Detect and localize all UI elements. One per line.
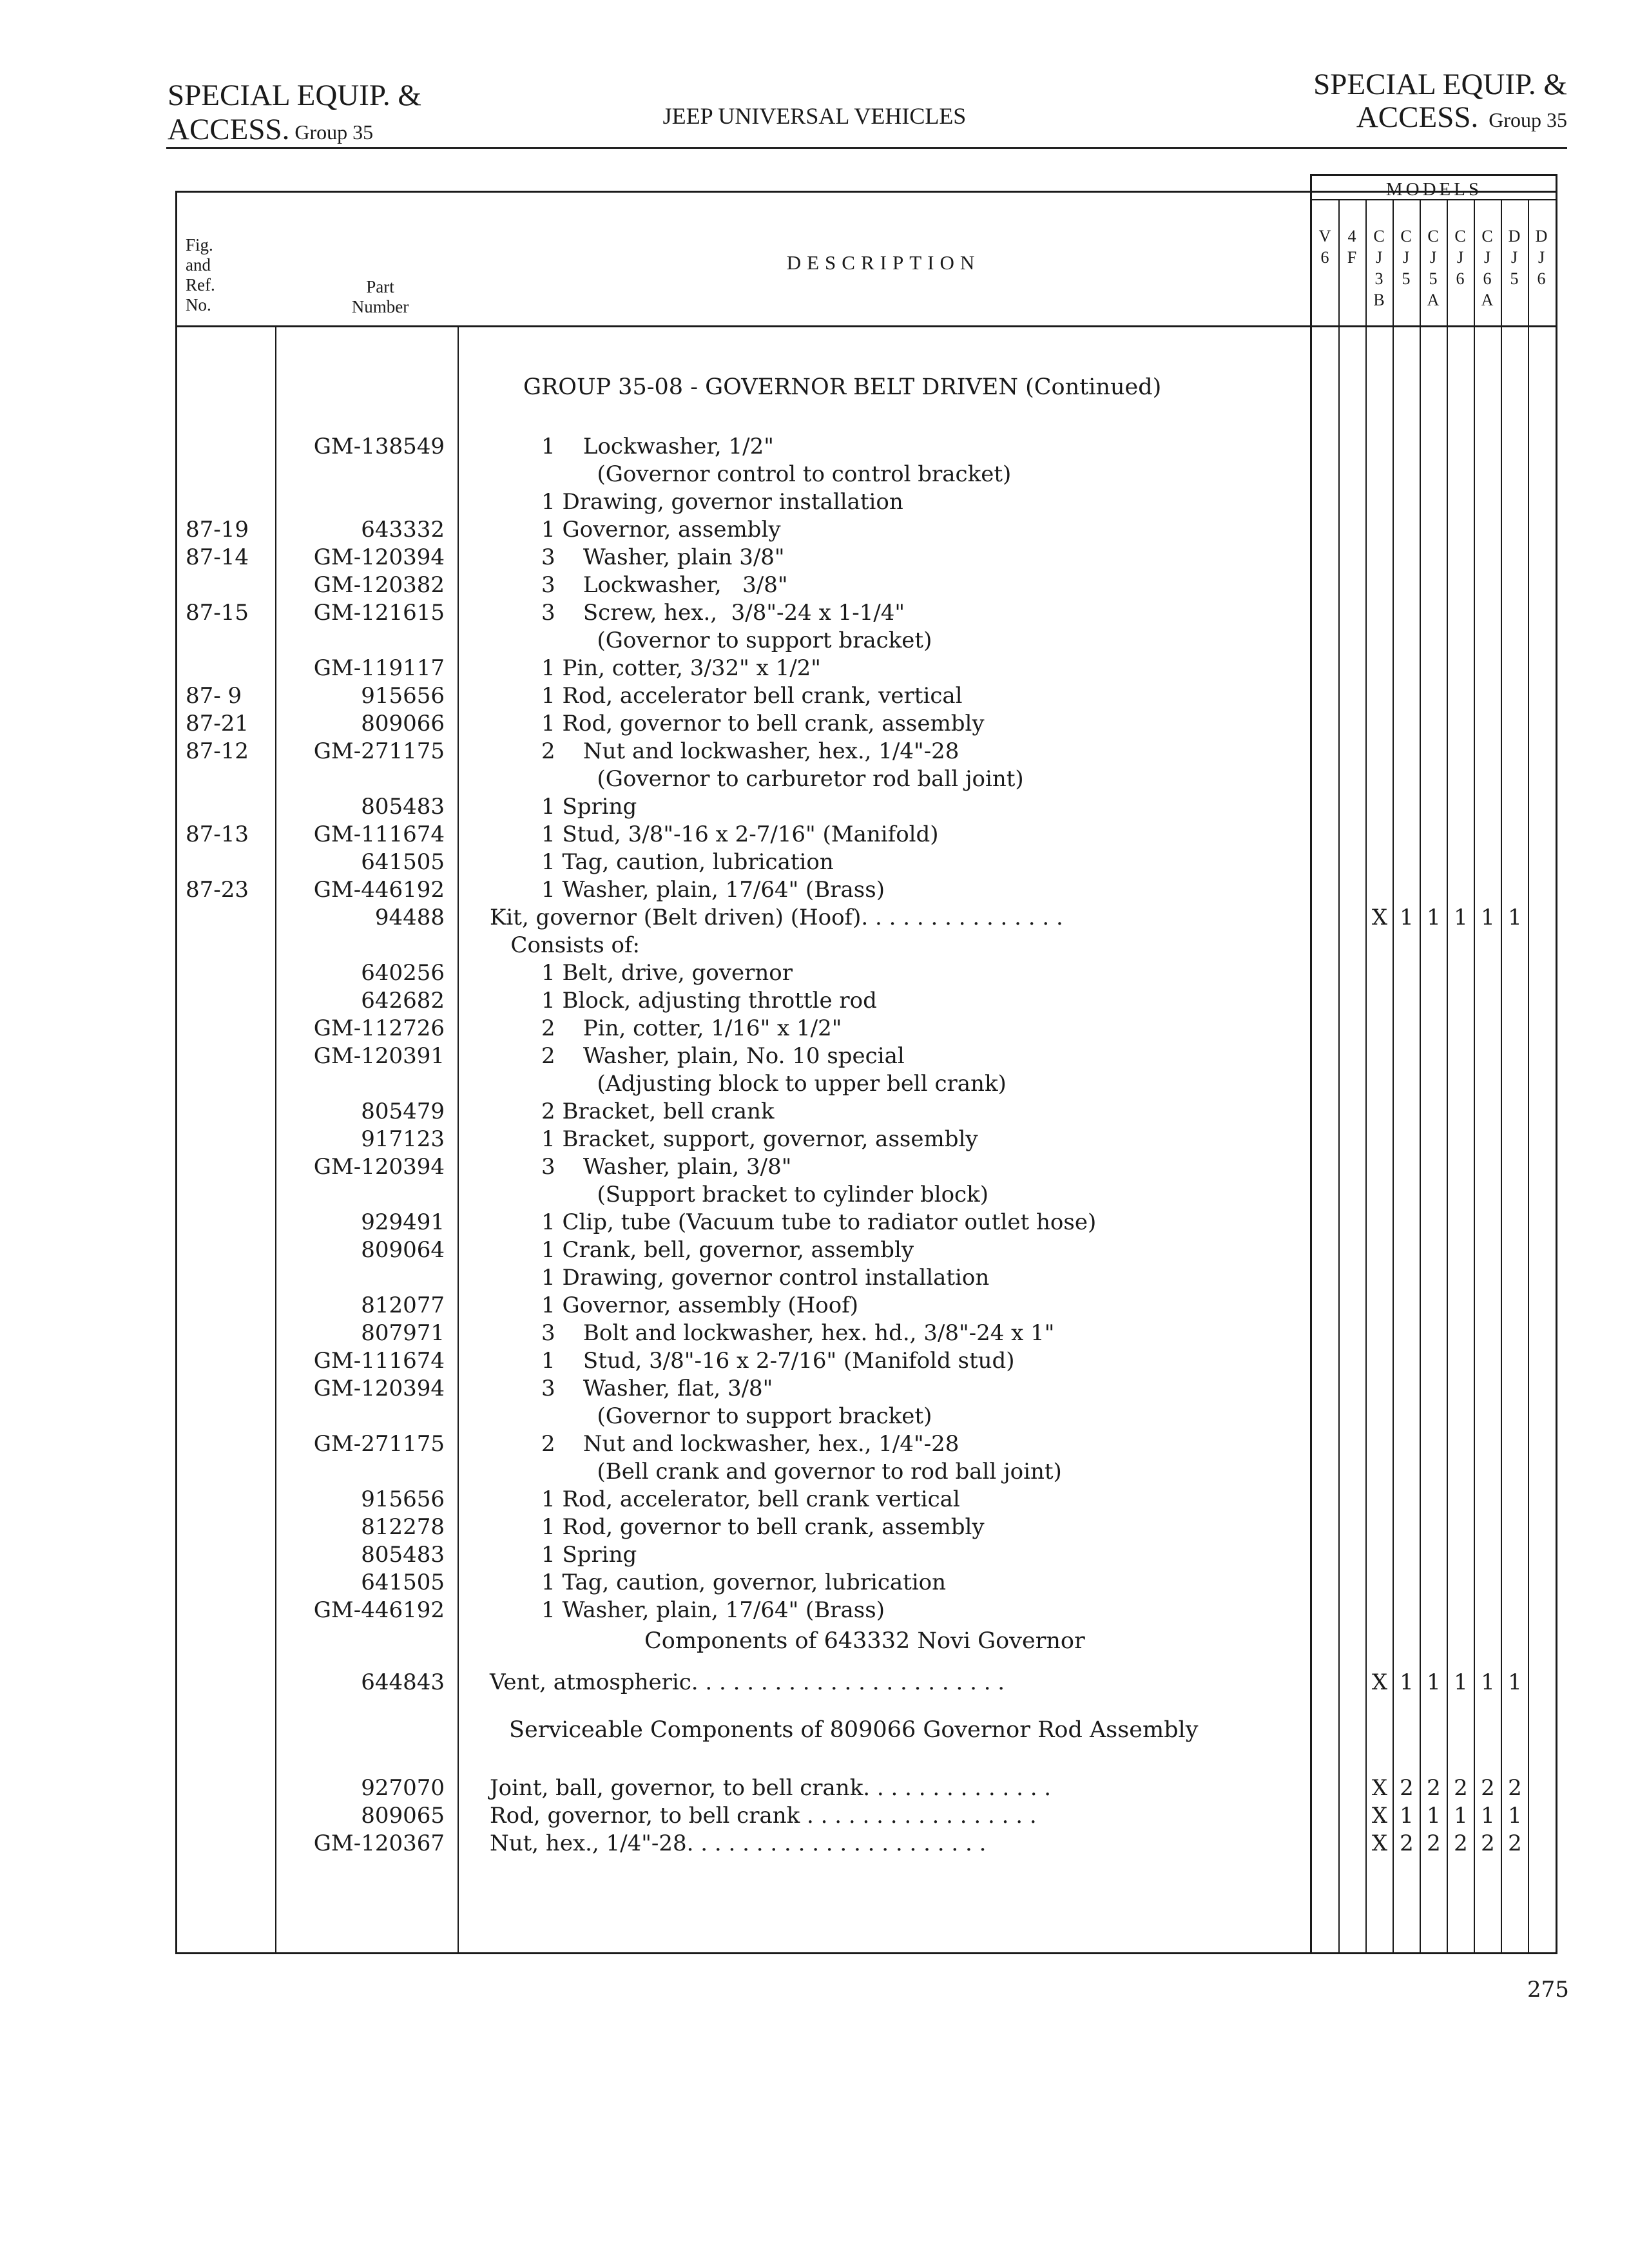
models-header: MODELS [1385, 179, 1483, 200]
model-quantity-cell: 2 [1427, 1831, 1441, 1856]
part-number-cell: GM-119117 [313, 655, 445, 681]
model-quantity-cell: 1 [1508, 905, 1522, 930]
description-cell: Vent, atmospheric. . . . . . . . . . . . . . . . . . . . . . . [490, 1669, 1005, 1695]
model-label-char: 3 [1374, 269, 1383, 288]
description-cell: 1 Washer, plain, 17/64" (Brass) [541, 1597, 885, 1623]
fig-ref-cell: 87-23 [186, 877, 249, 903]
model-quantity-cell: 1 [1427, 1669, 1441, 1695]
model-label-char: A [1481, 291, 1494, 309]
model-label-char: 6 [1483, 269, 1492, 288]
description-cell: 1 Spring [541, 794, 637, 820]
model-quantity-cell: X [1371, 1775, 1388, 1801]
description-header: DESCRIPTION [786, 251, 981, 274]
model-label-char: C [1400, 227, 1412, 245]
fig-ref-cell: 87-14 [186, 544, 249, 570]
model-quantity-cell: 2 [1508, 1831, 1522, 1856]
part-number-cell: 812278 [361, 1514, 445, 1540]
part-number-cell: 915656 [361, 1486, 445, 1512]
header-bottom-border [175, 325, 1557, 327]
description-cell: 2 Pin, cotter, 1/16" x 1/2" [541, 1015, 842, 1041]
description-cell: 1 Governor, assembly (Hoof) [541, 1293, 859, 1318]
fig-col-divider [275, 325, 276, 1954]
model-quantity-cell: 1 [1481, 1669, 1495, 1695]
part-number-cell: GM-271175 [313, 738, 445, 764]
model-quantity-cell: X [1371, 905, 1388, 930]
model-label-char: C [1427, 227, 1439, 245]
fig-header-line: and [186, 255, 211, 275]
description-cell: (Support bracket to cylinder block) [541, 1182, 988, 1207]
part-number-cell: 807971 [361, 1320, 445, 1346]
part-number-cell: 643332 [361, 517, 445, 543]
part-number-cell: GM-120394 [313, 1376, 445, 1401]
fig-ref-cell: 87-13 [186, 822, 249, 847]
fig-header-line: Fig. [186, 235, 213, 255]
model-label-char: 6 [1320, 248, 1329, 267]
model-quantity-cell: 1 [1508, 1803, 1522, 1829]
model-label-char: 5 [1510, 269, 1519, 288]
model-label-char: 5 [1429, 269, 1438, 288]
description-cell: 1 Bracket, support, governor, assembly [541, 1126, 978, 1152]
header-rule [166, 147, 1567, 149]
model-quantity-cell: 2 [1481, 1831, 1495, 1856]
model-quantity-cell: 2 [1454, 1775, 1468, 1801]
description-cell: 2 Nut and lockwasher, hex., 1/4"-28 [541, 1431, 959, 1457]
model-label-char: J [1483, 248, 1491, 267]
model-label-char: 6 [1456, 269, 1465, 288]
model-quantity-cell: 1 [1427, 1803, 1441, 1829]
description-cell: Consists of: [490, 932, 641, 958]
fig-ref-cell: 87-15 [186, 600, 249, 626]
part-number-cell: GM-120394 [313, 544, 445, 570]
model-quantity-cell: 2 [1508, 1775, 1522, 1801]
header-left-line2: ACCESS. [168, 113, 290, 146]
model-label-char: 4 [1347, 227, 1356, 245]
model-label-char: V [1318, 227, 1331, 245]
model-label-char: D [1508, 227, 1521, 245]
description-cell: 2 Bracket, bell crank [541, 1099, 775, 1124]
model-quantity-cell: 2 [1454, 1831, 1468, 1856]
description-cell: (Governor control to control bracket) [541, 461, 1012, 487]
model-label-char: J [1375, 248, 1383, 267]
model-label-char: F [1347, 248, 1357, 267]
model-label-char: C [1481, 227, 1493, 245]
models-col-line-1 [1338, 199, 1340, 1954]
part-number-cell: GM-446192 [313, 877, 445, 903]
model-quantity-cell: X [1371, 1831, 1388, 1856]
description-cell: 1 Clip, tube (Vacuum tube to radiator outlet hose) [541, 1209, 1097, 1235]
part-number-cell: GM-120382 [313, 572, 445, 598]
header-right-line1: SPECIAL EQUIP. & [1313, 68, 1567, 101]
description-cell: 3 Washer, plain, 3/8" [541, 1154, 792, 1180]
header-right-line2: ACCESS. [1356, 101, 1479, 134]
part-col-divider [458, 325, 459, 1954]
part-number-cell: 641505 [361, 849, 445, 875]
description-cell: (Governor to carburetor rod ball joint) [541, 766, 1024, 792]
model-quantity-cell: 1 [1400, 905, 1414, 930]
model-quantity-cell: 1 [1481, 1803, 1495, 1829]
description-cell: 3 Bolt and lockwasher, hex. hd., 3/8"-24 x 1" [541, 1320, 1055, 1346]
part-header-line: Part [366, 277, 394, 296]
model-quantity-cell: 1 [1400, 1803, 1414, 1829]
part-number-cell: 929491 [361, 1209, 445, 1235]
model-label-char: A [1427, 291, 1440, 309]
description-cell: (Bell crank and governor to rod ball joint) [541, 1459, 1062, 1485]
description-cell: 1 Stud, 3/8"-16 x 2-7/16" (Manifold stud) [541, 1348, 1015, 1374]
description-cell: (Adjusting block to upper bell crank) [541, 1071, 1007, 1097]
fig-ref-cell: 87-21 [186, 711, 249, 736]
part-number-cell: 805483 [361, 1542, 445, 1568]
description-cell: 1 Tag, caution, governor, lubrication [541, 1570, 947, 1595]
model-label-char: J [1402, 248, 1410, 267]
model-label-char: J [1456, 248, 1464, 267]
description-cell: Kit, governor (Belt driven) (Hoof). . . . . . . . . . . . . . . [490, 905, 1063, 930]
model-quantity-cell: 1 [1454, 1803, 1468, 1829]
model-quantity-cell: 1 [1427, 905, 1441, 930]
model-quantity-cell: 1 [1508, 1669, 1522, 1695]
group-title: GROUP 35-08 - GOVERNOR BELT DRIVEN (Continued) [523, 374, 1162, 400]
description-cell: 1 Belt, drive, governor [541, 960, 793, 986]
description-cell: 1 Rod, governor to bell crank, assembly [541, 711, 985, 736]
models-left-border [1310, 174, 1312, 1954]
fig-ref-header [186, 235, 215, 315]
description-cell: (Governor to support bracket) [541, 628, 932, 653]
models-top-border [1311, 174, 1557, 176]
description-cell: 1 Lockwasher, 1/2" [541, 434, 774, 459]
part-number-cell: 809064 [361, 1237, 445, 1263]
description-cell: 2 Washer, plain, No. 10 special [541, 1043, 905, 1069]
model-quantity-cell: 2 [1400, 1775, 1414, 1801]
description-cell: 1 Washer, plain, 17/64" (Brass) [541, 877, 885, 903]
part-number-cell: GM-120391 [313, 1043, 445, 1069]
part-number-cell: 805479 [361, 1099, 445, 1124]
part-number-cell: 927070 [361, 1775, 445, 1801]
part-number-cell: GM-112726 [313, 1015, 445, 1041]
model-label-char: J [1429, 248, 1437, 267]
part-header-line: Number [351, 297, 409, 317]
fig-header-line: Ref. [186, 275, 215, 295]
part-number-cell: 94488 [374, 905, 445, 930]
header-left-line1: SPECIAL EQUIP. & [168, 79, 421, 112]
description-cell: 1 Governor, assembly [541, 517, 781, 543]
part-number-cell: 640256 [361, 960, 445, 986]
section-novi-title: Components of 643332 Novi Governor [644, 1628, 1085, 1654]
model-label-char: D [1535, 227, 1548, 245]
model-quantity-cell: 2 [1427, 1775, 1441, 1801]
description-cell: Joint, ball, governor, to bell crank. . . . . . . . . . . . . . [490, 1775, 1052, 1801]
model-quantity-cell: 1 [1481, 905, 1495, 930]
part-number-cell: GM-271175 [313, 1431, 445, 1457]
model-quantity-cell: 1 [1400, 1669, 1414, 1695]
model-quantity-cell: 2 [1481, 1775, 1495, 1801]
section-rod-title: Serviceable Components of 809066 Governor Rod Assembly [509, 1717, 1199, 1743]
part-number-cell: 641505 [361, 1570, 445, 1595]
model-label-char: J [1537, 248, 1545, 267]
part-number-cell: 812077 [361, 1293, 445, 1318]
model-quantity-cell: X [1371, 1669, 1388, 1695]
header-right [1313, 70, 1567, 133]
description-cell: 1 Drawing, governor installation [541, 489, 903, 515]
part-number-cell: 917123 [361, 1126, 445, 1152]
fig-ref-cell: 87-12 [186, 738, 249, 764]
header-left-group: Group 35 [294, 120, 374, 144]
description-cell: 1 Block, adjusting throttle rod [541, 988, 877, 1014]
part-number-cell: GM-120367 [313, 1831, 445, 1856]
description-cell: 1 Stud, 3/8"-16 x 2-7/16" (Manifold) [541, 822, 939, 847]
description-cell: (Governor to support bracket) [541, 1403, 932, 1429]
model-quantity-cell: 1 [1454, 905, 1468, 930]
model-quantity-cell: 1 [1454, 1669, 1468, 1695]
description-cell: 1 Tag, caution, lubrication [541, 849, 834, 875]
table-right-border [1556, 174, 1557, 1954]
description-cell: 1 Rod, governor to bell crank, assembly [541, 1514, 985, 1540]
description-cell: 3 Screw, hex., 3/8"-24 x 1-1/4" [541, 600, 905, 626]
fig-ref-cell: 87- 9 [186, 683, 242, 709]
header-right-group: Group 35 [1489, 108, 1567, 131]
description-cell: Nut, hex., 1/4"-28. . . . . . . . . . . . . . . . . . . . . . [490, 1831, 987, 1856]
description-cell: 1 Rod, accelerator bell crank, vertical [541, 683, 963, 709]
description-cell: 1 Pin, cotter, 3/32" x 1/2" [541, 655, 821, 681]
description-cell: 2 Nut and lockwasher, hex., 1/4"-28 [541, 738, 959, 764]
fig-header-line: No. [186, 295, 211, 315]
part-number-cell: 642682 [361, 988, 445, 1014]
part-number-cell: GM-120394 [313, 1154, 445, 1180]
model-quantity-cell: 2 [1400, 1831, 1414, 1856]
description-cell: 1 Drawing, governor control installation [541, 1265, 990, 1291]
model-label-char: C [1454, 227, 1466, 245]
page-number: 275 [1527, 1977, 1569, 2003]
part-number-cell: GM-111674 [313, 822, 445, 847]
model-label-char: C [1373, 227, 1385, 245]
model-label-char: 5 [1402, 269, 1411, 288]
part-number-cell: GM-138549 [313, 434, 445, 459]
description-cell: 1 Rod, accelerator, bell crank vertical [541, 1486, 960, 1512]
description-cell: 1 Crank, bell, governor, assembly [541, 1237, 914, 1263]
part-number-cell: 809065 [361, 1803, 445, 1829]
model-label-char: B [1373, 291, 1385, 309]
part-number-cell: 805483 [361, 794, 445, 820]
table-left-border [175, 191, 177, 1954]
part-number-cell: 644843 [361, 1669, 445, 1695]
table-bottom-border [175, 1952, 1557, 1954]
model-label-char: J [1510, 248, 1518, 267]
part-number-cell: GM-111674 [313, 1348, 445, 1374]
description-cell: 1 Spring [541, 1542, 637, 1568]
description-cell: 3 Lockwasher, 3/8" [541, 572, 788, 598]
model-quantity-cell: X [1371, 1803, 1388, 1829]
header-center-title: JEEP UNIVERSAL VEHICLES [662, 103, 967, 129]
description-cell: 3 Washer, flat, 3/8" [541, 1376, 773, 1401]
part-number-cell: 809066 [361, 711, 445, 736]
part-number-cell: GM-446192 [313, 1597, 445, 1623]
model-label-char: 6 [1537, 269, 1546, 288]
description-cell: Rod, governor, to bell crank . . . . . . . . . . . . . . . . . [490, 1803, 1037, 1829]
part-number-cell: GM-121615 [313, 600, 445, 626]
description-cell: 3 Washer, plain 3/8" [541, 544, 785, 570]
fig-ref-cell: 87-19 [186, 517, 249, 543]
part-number-cell: 915656 [361, 683, 445, 709]
part-number-header [303, 277, 458, 317]
